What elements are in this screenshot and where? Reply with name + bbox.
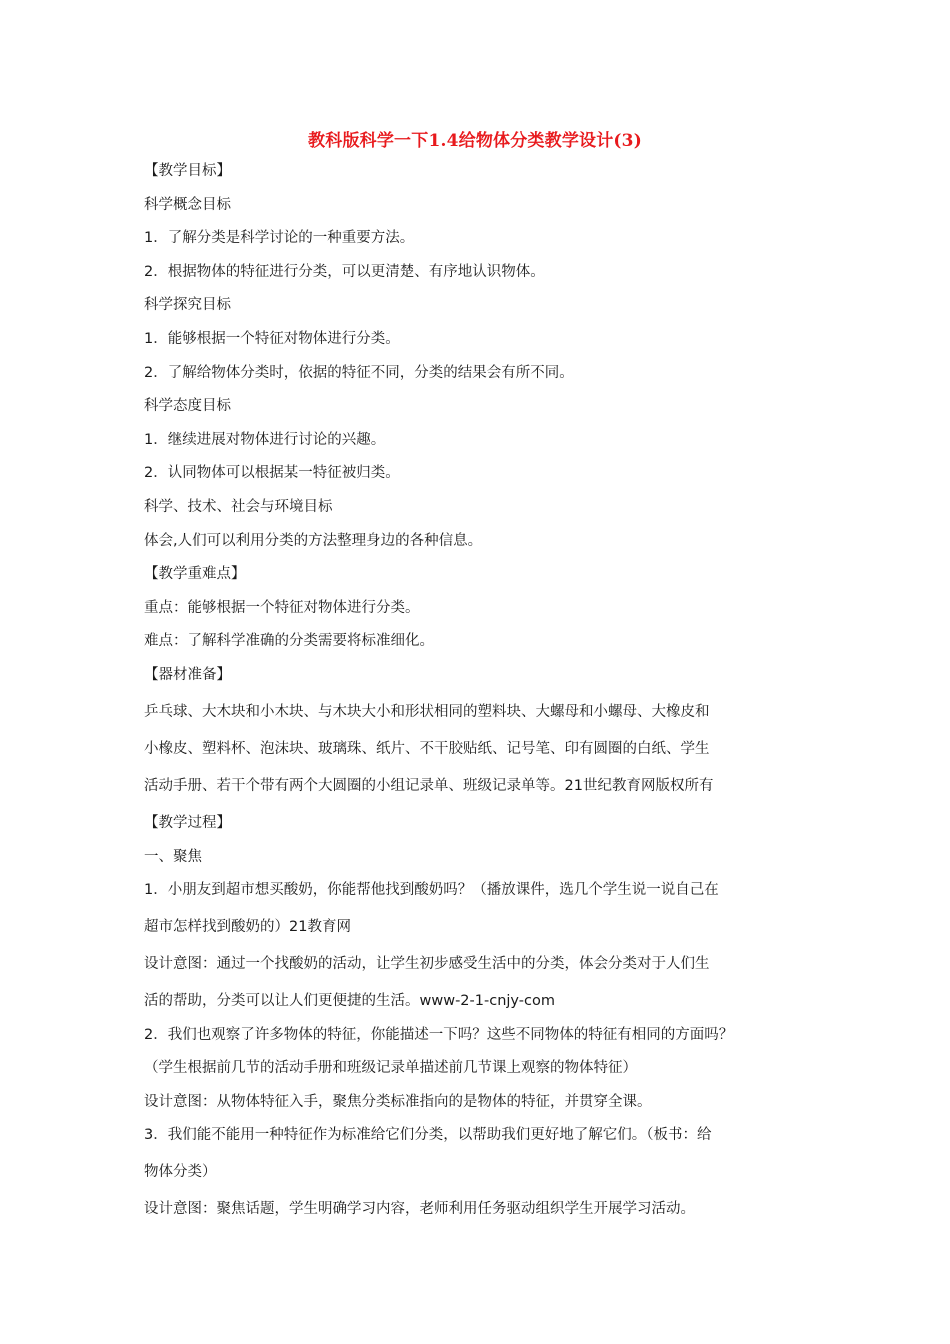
paragraph-line: 设计意图：聚焦话题，学生明确学习内容，老师利用任务驱动组织学生开展学习活动。 — [144, 1201, 695, 1218]
subheading-attitude-goals: 科学态度目标 — [144, 398, 231, 415]
paragraph-line: 超市怎样找到酸奶的）21教育网 — [144, 919, 351, 936]
paragraph-line: 小橡皮、塑料杯、泡沫块、玻璃珠、纸片、不干胶贴纸、记号笔、印有圆圈的白纸、学生 — [144, 740, 710, 757]
paragraph-line: （学生根据前几节的活动手册和班级记录单描述前几节课上观察的物体特征） — [144, 1060, 637, 1077]
subheading-focus: 一、聚焦 — [144, 848, 202, 865]
paragraph-line: 2．了解给物体分类时，依据的特征不同，分类的结果会有所不同。 — [144, 364, 574, 381]
section-heading-key-points: 【教学重难点】 — [144, 566, 246, 583]
paragraph-line: 1．能够根据一个特征对物体进行分类。 — [144, 330, 400, 347]
paragraph-line: 活动手册、若干个带有两个大圆圈的小组记录单、班级记录单等。21世纪教育网版权所有 — [144, 777, 714, 794]
paragraph-line: 1．小朋友到超市想买酸奶，你能帮他找到酸奶吗？（播放课件，选几个学生说一说自己在 — [144, 882, 719, 899]
paragraph-line: 活的帮助，分类可以让人们更便捷的生活。www-2-1-cnjy-com — [144, 993, 555, 1010]
paragraph-line: 设计意图：通过一个找酸奶的活动，让学生初步感受生活中的分类，体会分类对于人们生 — [144, 956, 710, 973]
paragraph-line: 1．继续进展对物体进行讨论的兴趣。 — [144, 431, 386, 448]
subheading-inquiry-goals: 科学探究目标 — [144, 297, 231, 314]
paragraph-line: 体会,人们可以利用分类的方法整理身边的各种信息。 — [144, 532, 483, 549]
document-title: 教科版科学一下1.4给物体分类教学设计(3) — [308, 131, 642, 151]
paragraph-line: 难点：了解科学准确的分类需要将标准细化。 — [144, 633, 434, 650]
paragraph-line: 1．了解分类是科学讨论的一种重要方法。 — [144, 230, 415, 247]
subheading-sts-goals: 科学、技术、社会与环境目标 — [144, 498, 333, 515]
paragraph-line: 设计意图：从物体特征入手，聚焦分类标准指向的是物体的特征，并贯穿全课。 — [144, 1093, 652, 1110]
subheading-concept-goals: 科学概念目标 — [144, 196, 231, 213]
paragraph-line: 3．我们能不能用一种特征作为标准给它们分类，以帮助我们更好地了解它们。（板书：给 — [144, 1127, 712, 1144]
paragraph-line: 2．根据物体的特征进行分类，可以更清楚、有序地认识物体。 — [144, 263, 545, 280]
paragraph-line: 重点：能够根据一个特征对物体进行分类。 — [144, 599, 420, 616]
paragraph-line: 乒乓球、大木块和小木块、与木块大小和形状相同的塑料块、大螺母和小螺母、大橡皮和 — [144, 703, 710, 720]
paragraph-line: 2．认同物体可以根据某一特征被归类。 — [144, 465, 400, 482]
section-heading-process: 【教学过程】 — [144, 814, 231, 831]
section-heading-materials: 【器材准备】 — [144, 666, 231, 683]
section-heading-objectives: 【教学目标】 — [144, 163, 231, 179]
paragraph-line: 2．我们也观察了许多物体的特征，你能描述一下吗？这些不同物体的特征有相同的方面吗？ — [144, 1026, 734, 1043]
paragraph-line: 物体分类） — [144, 1164, 217, 1181]
document-body — [144, 160, 824, 1220]
